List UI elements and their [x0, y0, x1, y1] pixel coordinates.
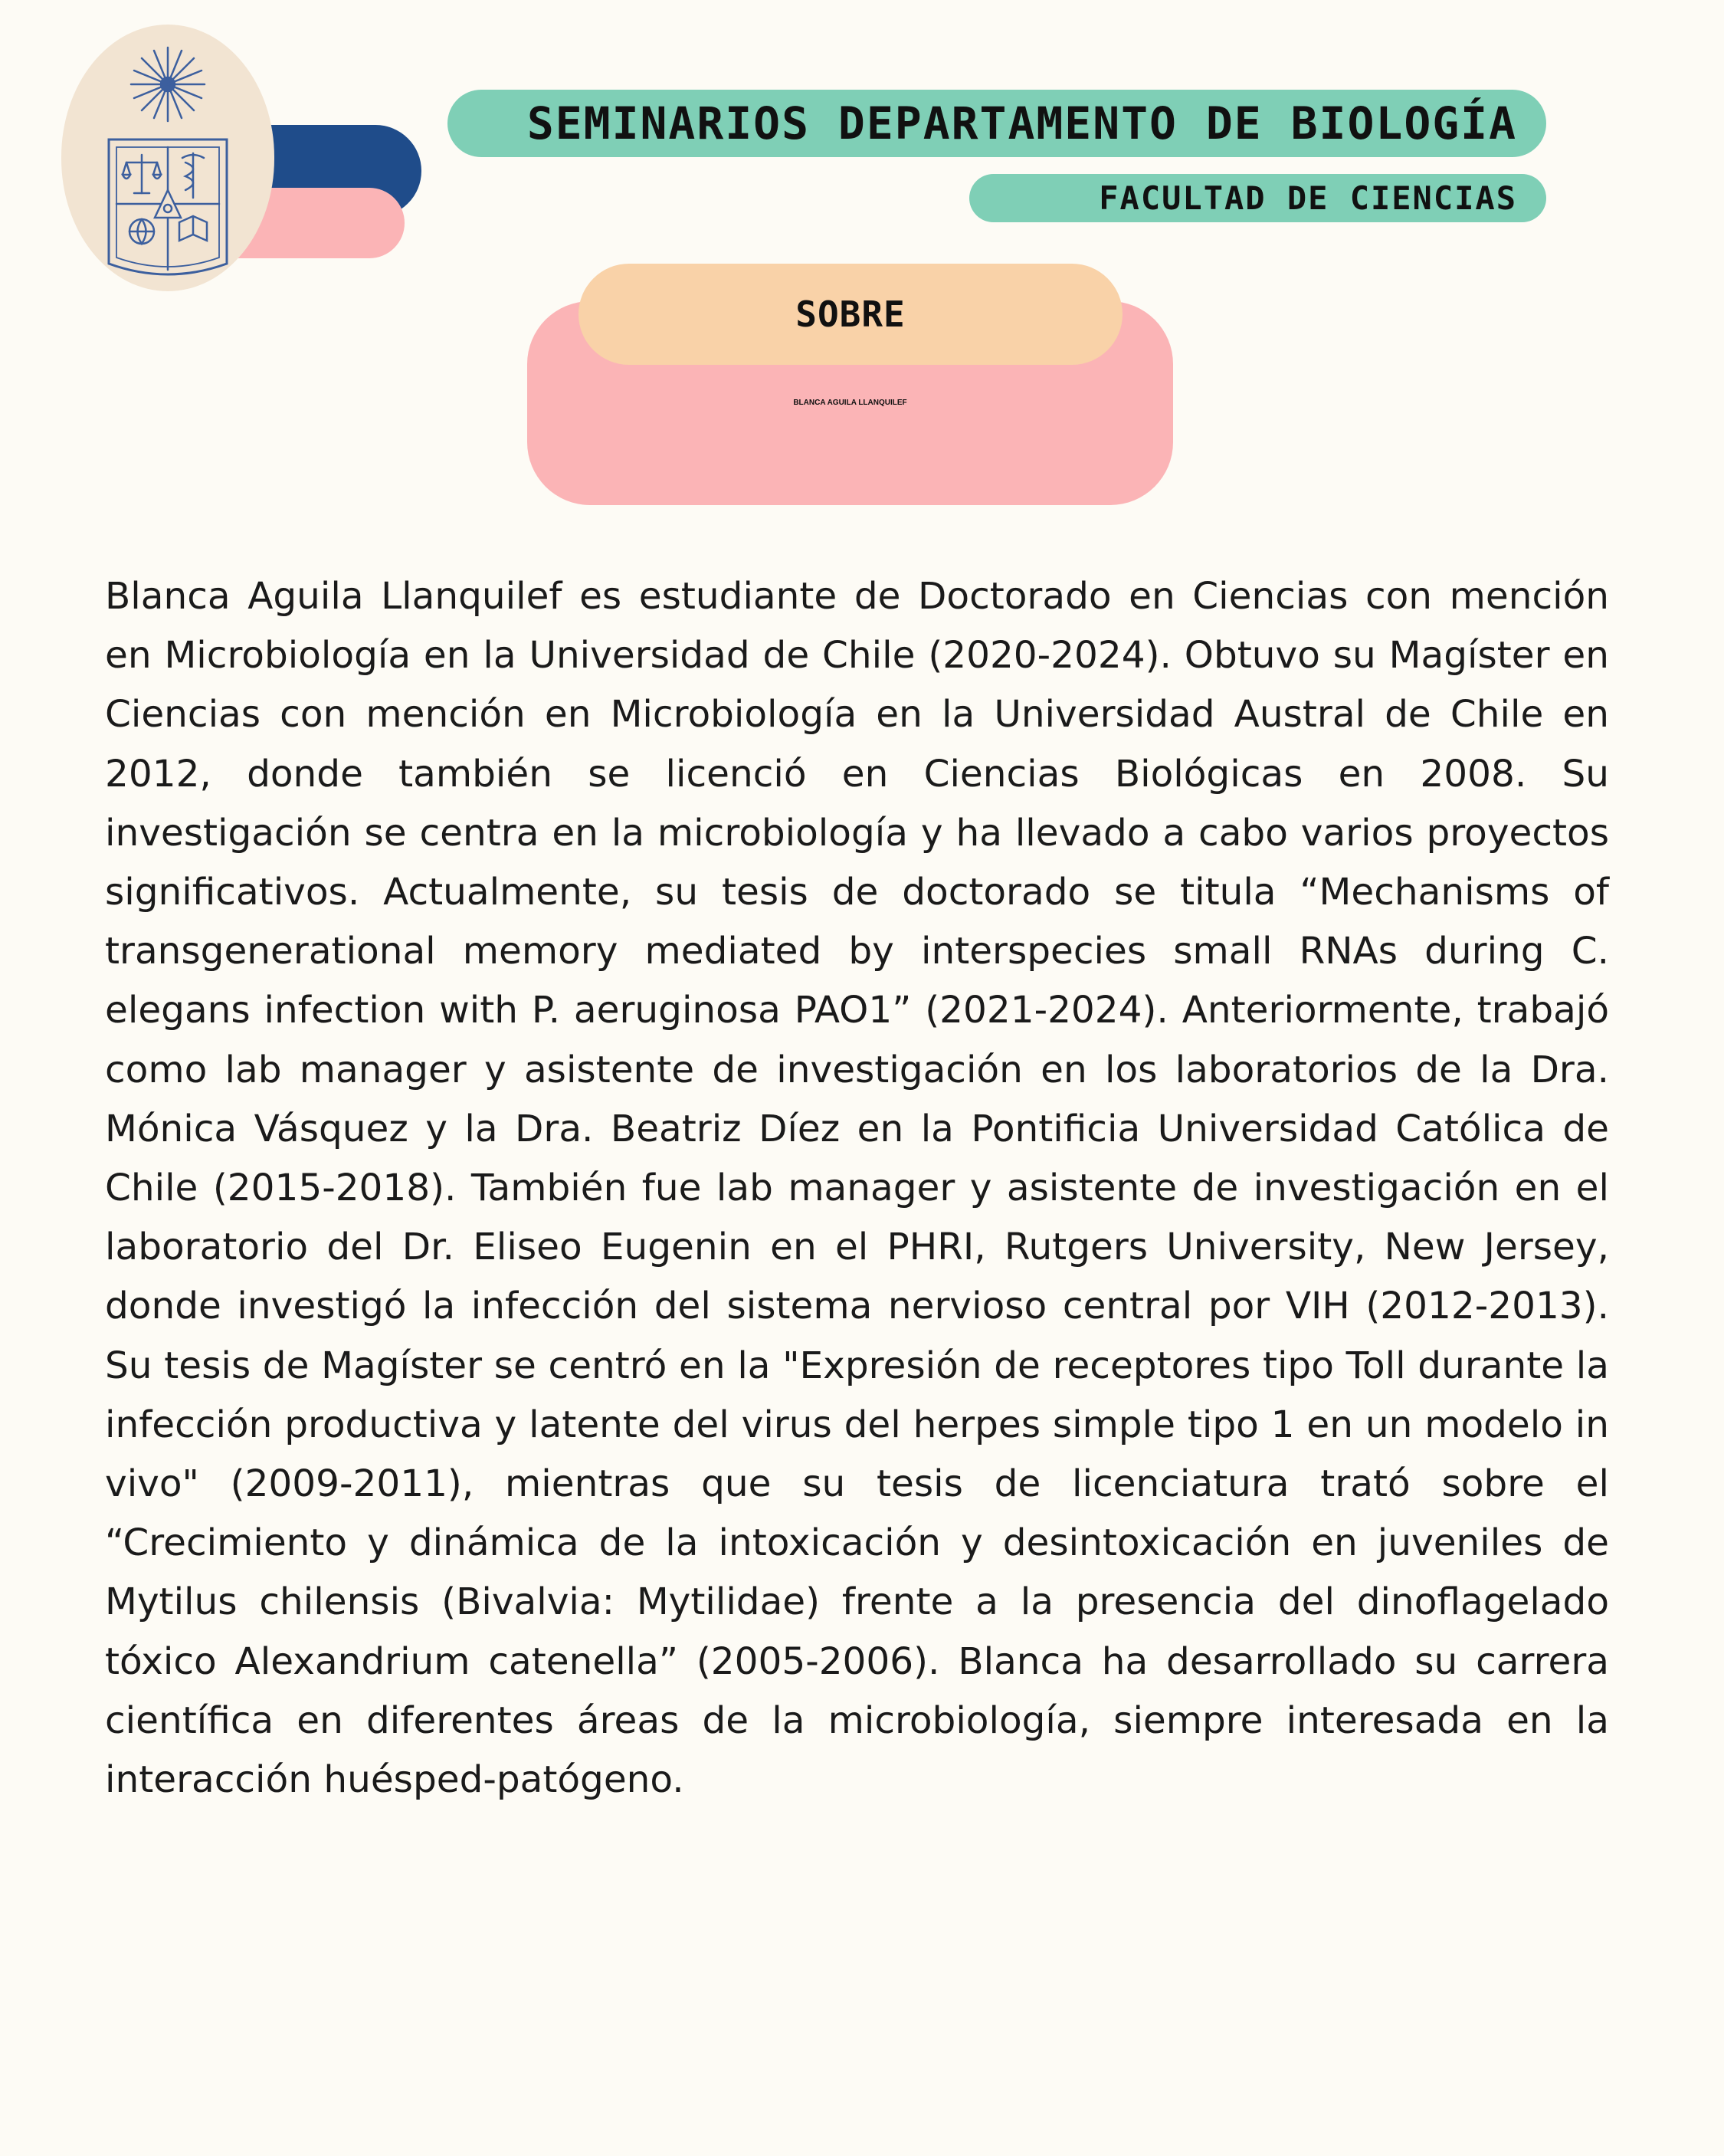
- biography-paragraph: Blanca Aguila Llanquilef es estudiante de Doctorado en Ciencias con mención en Microbiología en la Universidad de Chile (2020-2024). Obtuvo su Magíster en Ciencias con mención en Microbiología en la Universidad Austral de Chile en 2012, donde también se licenció en Ciencias Biológicas en 2008. Su investigación se centra en la microbiología y ha llevado a cabo varios proyectos significativos. Actualmente, su tesis de doctorado se titula “Mechanisms of transgenerational memory mediated by interspecies small RNAs during C. elegans infection with P. aeruginosa PAO1” (2021-2024). Anteriormente, trabajó como lab manager y asistente de investigación en los laboratorios de la Dra. Mónica Vásquez y la Dra. Beatriz Díez en la Pontificia Universidad Católica de Chile (2015-2018). También fue lab manager y asistente de investigación en el laboratorio del Dr. Eliseo Eugenin en el PHRI, Rutgers University, New Jersey, donde investigó la infección del sistema nervioso central por VIH (2012-2013). Su tesis de Magíster se centró en la "Expresión de receptores tipo Toll durante la infección productiva y latente del virus del herpes simple tipo 1 en un modelo in vivo" (2009-2011), mientras que su tesis de licenciatura trató sobre el “Crecimiento y dinámica de la intoxicación y desintoxicación en juveniles de Mytilus chilensis (Bivalvia: Mytilidae) frente a la presencia del dinoflagelado tóxico Alexandrium catenella” (2005-2006). Blanca ha desarrollado su carrera científica en diferentes áreas de la microbiología, siempre interesada en la interacción huésped-patógeno.: [105, 575, 1609, 1802]
- speaker-name: BLANCA AGUILA LLANQUILEF: [793, 399, 907, 407]
- title-banner: [447, 90, 1546, 157]
- section-label: SOBRE: [795, 294, 906, 335]
- page-title: SEMINARIOS DEPARTAMENTO DE BIOLOGÍA: [526, 97, 1517, 149]
- university-crest-icon: [100, 40, 236, 285]
- page-subtitle: FACULTAD DE CIENCIAS: [1099, 179, 1517, 217]
- logo-badge: [61, 25, 274, 291]
- subtitle-banner: [969, 174, 1546, 222]
- section-label-pill: [578, 264, 1123, 365]
